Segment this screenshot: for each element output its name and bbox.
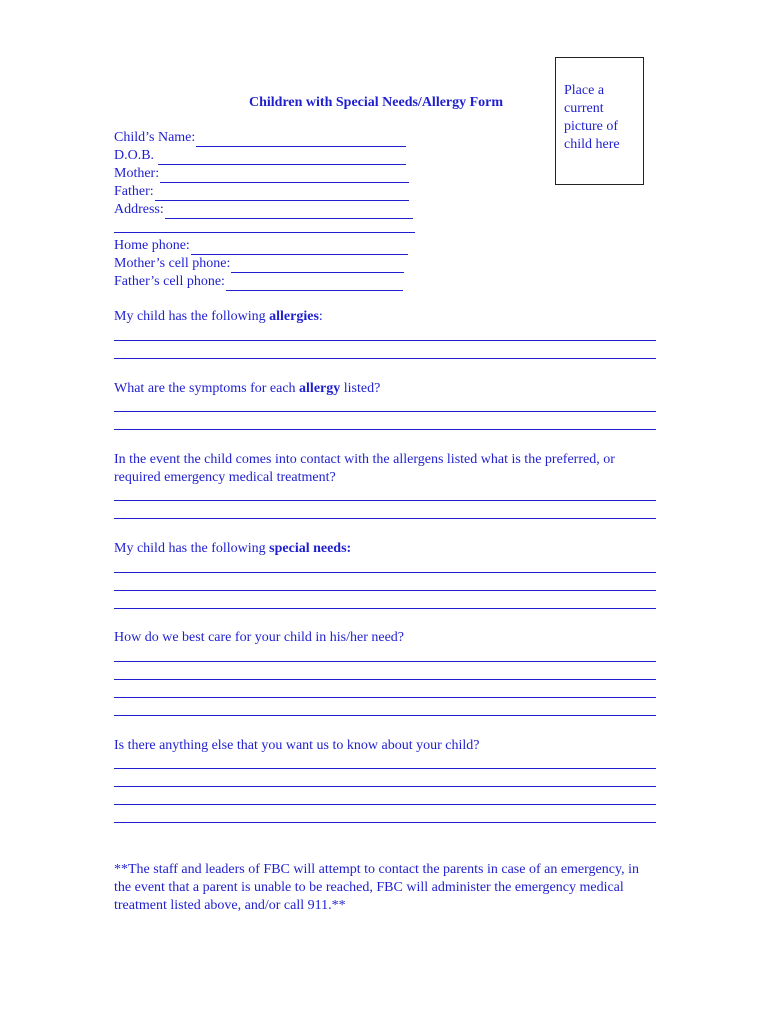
address-line-2[interactable] xyxy=(114,232,415,233)
father-cell-label: Father’s cell phone: xyxy=(114,274,225,289)
photo-placeholder-box xyxy=(555,57,644,185)
mother-field[interactable] xyxy=(114,165,409,183)
father-line[interactable] xyxy=(155,186,409,201)
special-needs-answer-line-2[interactable] xyxy=(114,590,656,591)
anything-else-answer-line-4[interactable] xyxy=(114,822,656,823)
photo-box-line-4: child here xyxy=(564,137,620,152)
special-needs-answer-line-1[interactable] xyxy=(114,572,656,573)
treatment-answer-line-2[interactable] xyxy=(114,518,656,519)
home-phone-field[interactable] xyxy=(114,237,408,255)
father-cell-field[interactable] xyxy=(114,273,403,291)
allergies-prefix: My child has the following xyxy=(114,309,270,324)
treatment-question: In the event the child comes into contact with the allergens listed what is the preferred, or required emergency medical treatment? xyxy=(114,452,615,485)
symptoms-bold: allergy xyxy=(299,381,341,396)
dob-line[interactable] xyxy=(158,150,406,165)
special-needs-bold: special needs: xyxy=(269,541,352,556)
anything-else-answer-line-2[interactable] xyxy=(114,786,656,787)
care-question: How do we best care for your child in his/her need? xyxy=(114,630,405,645)
dob-field[interactable] xyxy=(114,147,406,165)
photo-box-line-2: current xyxy=(564,101,604,116)
child-name-label: Child’s Name: xyxy=(114,130,196,145)
symptoms-suffix: listed? xyxy=(340,381,381,396)
father-field[interactable] xyxy=(114,183,409,201)
care-answer-line-3[interactable] xyxy=(114,697,656,698)
form-title: Children with Special Needs/Allergy Form xyxy=(249,95,504,110)
footer-note: **The staff and leaders of FBC will attempt to contact the parents in case of an emergency, in the event that a parent is unable to be reached, FBC will administer the emergency medical treatment listed above, and/or call 911.** xyxy=(114,862,639,913)
home-phone-line[interactable] xyxy=(191,240,408,255)
care-answer-line-2[interactable] xyxy=(114,679,656,680)
care-answer-line-1[interactable] xyxy=(114,661,656,662)
child-name-field[interactable] xyxy=(114,129,406,147)
mother-label: Mother: xyxy=(114,166,160,181)
care-answer-line-4[interactable] xyxy=(114,715,656,716)
symptoms-question xyxy=(114,380,674,398)
allergies-question xyxy=(114,308,674,326)
father-cell-line[interactable] xyxy=(226,276,403,291)
symptoms-answer-line-2[interactable] xyxy=(114,429,656,430)
anything-else-answer-line-1[interactable] xyxy=(114,768,656,769)
allergies-bold: allergies xyxy=(269,309,319,324)
special-needs-question xyxy=(114,540,674,558)
photo-box-line-1: Place a xyxy=(564,83,605,98)
child-name-line[interactable] xyxy=(196,132,406,147)
dob-label: D.O.B. xyxy=(114,148,155,163)
allergies-answer-line-1[interactable] xyxy=(114,340,656,341)
anything-else-answer-line-3[interactable] xyxy=(114,804,656,805)
treatment-answer-line-1[interactable] xyxy=(114,500,656,501)
photo-box-line-3: picture of xyxy=(564,119,619,134)
mother-cell-label: Mother’s cell phone: xyxy=(114,256,231,271)
allergies-suffix: : xyxy=(318,309,323,324)
father-label: Father: xyxy=(114,184,154,199)
home-phone-label: Home phone: xyxy=(114,238,190,253)
mother-line[interactable] xyxy=(160,168,409,183)
special-needs-answer-line-3[interactable] xyxy=(114,608,656,609)
address-label: Address: xyxy=(114,202,164,217)
special-needs-prefix: My child has the following xyxy=(114,541,270,556)
address-field[interactable] xyxy=(114,201,413,219)
address-line[interactable] xyxy=(165,204,413,219)
allergies-answer-line-2[interactable] xyxy=(114,358,656,359)
mother-cell-line[interactable] xyxy=(231,258,404,273)
anything-else-question: Is there anything else that you want us to know about your child? xyxy=(114,738,480,753)
symptoms-prefix: What are the symptoms for each xyxy=(114,381,300,396)
symptoms-answer-line-1[interactable] xyxy=(114,411,656,412)
mother-cell-field[interactable] xyxy=(114,255,404,273)
